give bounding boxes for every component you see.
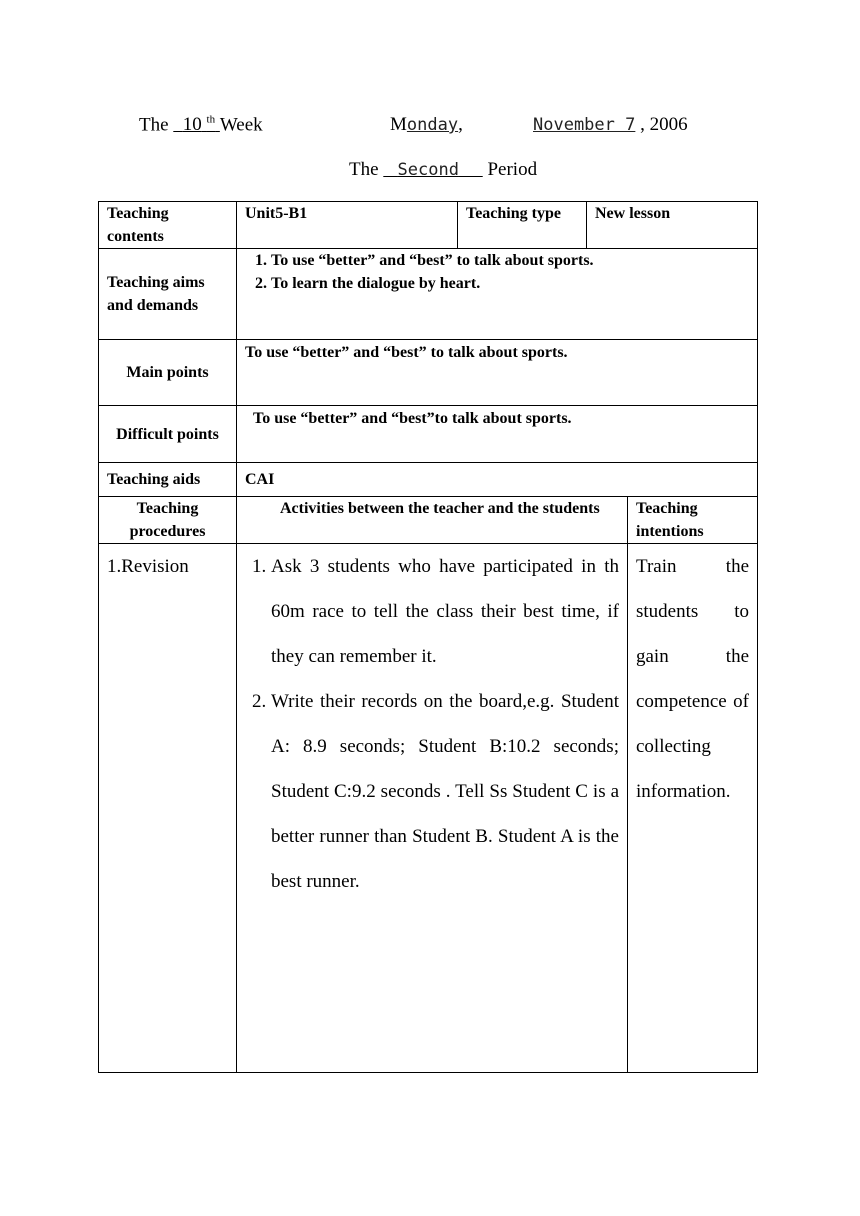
teaching-aims-value: [237, 249, 758, 340]
procedures-header: Teaching procedures: [99, 497, 237, 544]
teaching-type-value: New lesson: [587, 202, 758, 249]
revision-label: 1.Revision: [99, 544, 237, 1073]
header-period-line: [349, 159, 537, 181]
header-day: [390, 114, 463, 136]
table-row: [99, 202, 758, 249]
list-item: 2. Write their records on the board,e.g. Student A: 8.9 seconds; Student B:10.2 seconds; Student C:9.2 seconds . Tell Ss Student C is a better runner than Student B. Student A is the best runner.: [271, 679, 619, 904]
teaching-contents-value: Unit5-B1: [237, 202, 458, 249]
header-the: The: [139, 114, 169, 136]
day-name: Monday,: [390, 114, 463, 135]
activities-header: Activities between the teacher and the students: [237, 497, 628, 544]
table-row: [99, 249, 758, 340]
teaching-aims-label: Teaching aims and demands: [99, 249, 237, 340]
main-points-label: Main points: [99, 340, 237, 406]
main-points-value: To use “better” and “best” to talk about sports.: [237, 340, 758, 406]
table-row: [99, 497, 758, 544]
date-value: November 7: [533, 115, 636, 135]
table-row: [99, 544, 758, 1073]
intentions-header: Teaching intentions: [628, 497, 758, 544]
period-label: Period: [487, 159, 538, 180]
table-row: [99, 463, 758, 497]
teaching-contents-label: Teaching contents: [99, 202, 237, 249]
list-item: 2. To learn the dialogue by heart.: [271, 272, 749, 295]
table-row: [99, 340, 758, 406]
teaching-aids-label: Teaching aids: [99, 463, 237, 497]
period-name: Second: [397, 160, 459, 180]
lesson-plan-table: [98, 201, 758, 1073]
week-number: 10 $^{th}$: [182, 114, 216, 136]
week-label: Week: [219, 114, 263, 136]
list-item: 1. Ask 3 students who have participated in th 60m race to tell the class their best time, if they can remember it.: [271, 544, 619, 679]
difficult-points-label: Difficult points: [99, 406, 237, 463]
activities-list: [245, 544, 619, 904]
difficult-points-value: To use “better” and “best”to talk about sports.: [237, 406, 758, 463]
revision-activities: [237, 544, 628, 1073]
table-row: [99, 406, 758, 463]
year-value: , 2006: [640, 114, 688, 135]
list-item: 1. To use “better” and “best” to talk about sports.: [271, 249, 749, 272]
teaching-type-label: Teaching type: [458, 202, 587, 249]
aims-list: [245, 249, 749, 295]
period-the: The: [349, 159, 379, 180]
header-date: [533, 114, 688, 136]
revision-intention: Train the students to gain the competence of collecting information.: [628, 544, 758, 1073]
teaching-aids-value: CAI: [237, 463, 758, 497]
header-week-line: [139, 114, 263, 136]
